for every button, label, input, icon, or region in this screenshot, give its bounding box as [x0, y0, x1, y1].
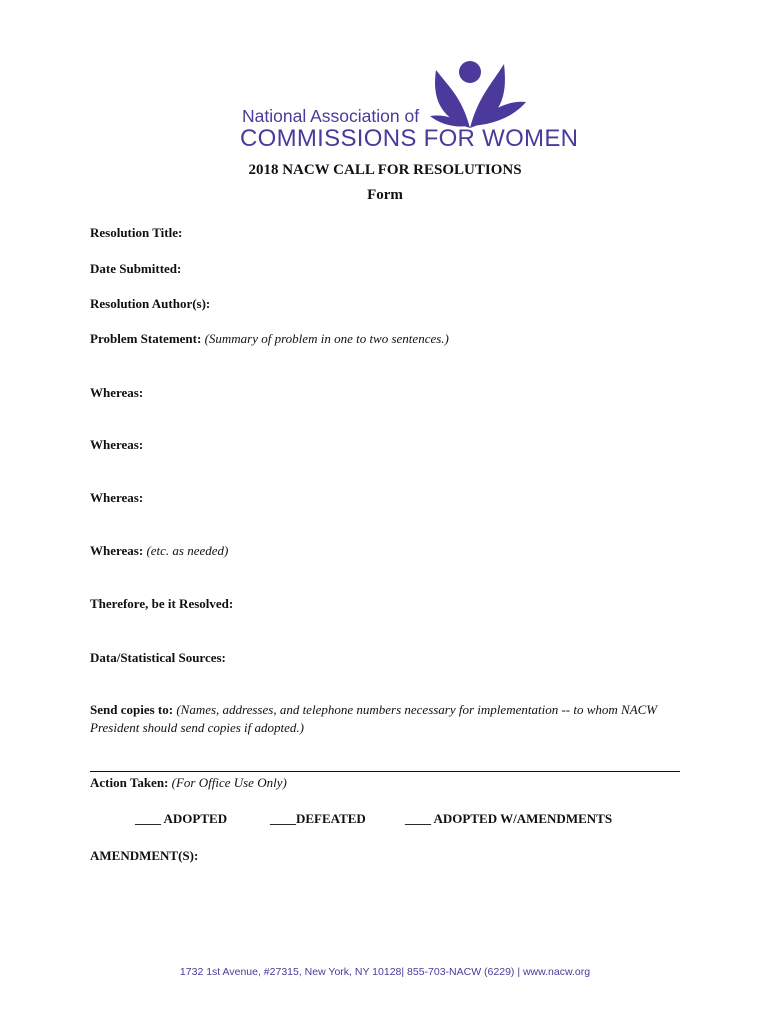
action-taken-note: (For Office Use Only) — [171, 775, 287, 790]
whereas-1-label: Whereas: — [90, 385, 144, 400]
action-taken — [90, 775, 287, 791]
action-taken-label: Action Taken: — [90, 775, 169, 790]
footer-address: 1732 1st Avenue, #27315, New York, NY 10128| 855-703-NACW (6229) | www.nacw.org — [179, 966, 591, 978]
office-use-divider — [90, 771, 680, 772]
problem-statement-label: Problem Statement: — [90, 331, 202, 346]
logo-text-line1: National Association of — [242, 106, 420, 126]
therefore-resolved-label: Therefore, be it Resolved: — [90, 596, 234, 611]
send-copies-note-line2: President should send copies if adopted.) — [90, 720, 304, 735]
date-submitted-label: Date Submitted: — [90, 261, 182, 276]
form-title: 2018 NACW CALL FOR RESOLUTIONS — [248, 162, 522, 178]
logo-text-line2: COMMISSIONS FOR WOMEN — [240, 125, 579, 152]
figure-with-leaves-icon — [430, 58, 528, 128]
whereas-4 — [90, 543, 228, 559]
option-adopted-with-amendments: ____ ADOPTED W/AMENDMENTS — [405, 811, 613, 826]
whereas-4-note: (etc. as needed) — [146, 543, 229, 558]
amendments-label: AMENDMENT(S): — [90, 848, 199, 863]
send-copies — [90, 702, 657, 718]
problem-statement — [90, 331, 449, 347]
send-copies-note-line1: (Names, addresses, and telephone numbers necessary for implementation -- to whom NACW — [176, 702, 658, 717]
form-subtitle: Form — [367, 187, 403, 203]
nacw-logo — [240, 58, 579, 153]
problem-statement-note: (Summary of problem in one to two sentences.) — [204, 331, 449, 346]
data-sources-label: Data/Statistical Sources: — [90, 650, 226, 665]
whereas-4-label: Whereas: — [90, 543, 144, 558]
send-copies-label: Send copies to: — [90, 702, 174, 717]
resolution-authors-label: Resolution Author(s): — [90, 296, 211, 311]
whereas-3-label: Whereas: — [90, 490, 144, 505]
whereas-2-label: Whereas: — [90, 437, 144, 452]
option-defeated: ____DEFEATED — [270, 811, 366, 826]
option-adopted: ____ ADOPTED — [135, 811, 228, 826]
resolution-title-label: Resolution Title: — [90, 225, 183, 240]
